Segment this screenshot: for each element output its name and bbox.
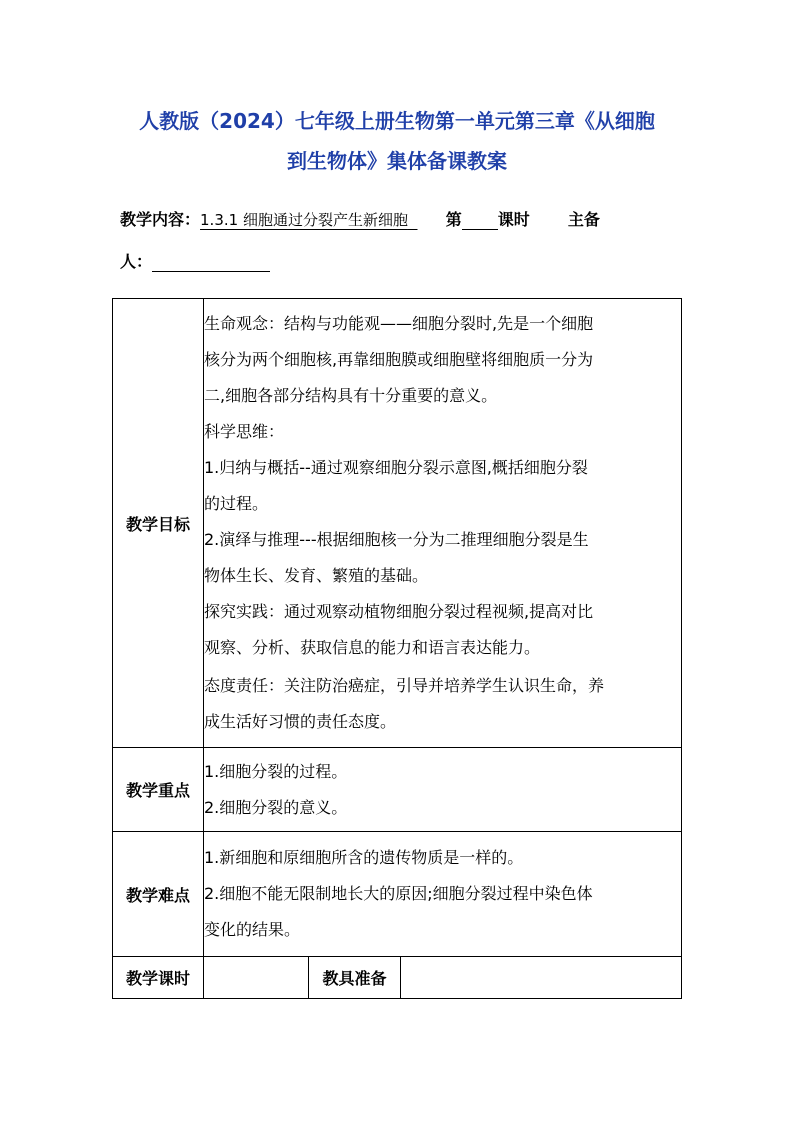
objectives-line: 1.归纳与概括--通过观察细胞分裂示意图,概括细胞分裂	[204, 458, 588, 477]
tools-label: 教具准备	[309, 957, 401, 999]
objectives-row	[113, 299, 682, 748]
owner-label-part2: 人：	[120, 252, 153, 271]
lesson-plan-table	[112, 298, 682, 999]
difficulties-line: 2.细胞不能无限制地长大的原因;细胞分裂过程中染色体	[204, 884, 593, 903]
meta-row-1	[120, 210, 600, 230]
objectives-line: 态度责任：关注防治癌症，引导并培养学生认识生命，养	[204, 676, 605, 695]
key-points-row	[113, 748, 682, 832]
hours-value	[204, 957, 309, 999]
objectives-line: 2.演绎与推理---根据细胞核一分为二推理细胞分裂是生	[204, 530, 589, 549]
period-suffix: 课时	[497, 210, 530, 229]
tools-value	[401, 957, 682, 999]
difficulties-label: 教学难点	[113, 832, 204, 957]
objectives-line: 成生活好习惯的责任态度。	[204, 712, 397, 731]
difficulties-row	[113, 832, 682, 957]
hours-label: 教学课时	[113, 957, 204, 999]
difficulties-line: 变化的结果。	[204, 920, 301, 939]
owner-blank	[152, 253, 270, 272]
owner-label-part1: 主备	[567, 210, 600, 229]
objectives-line: 观察、分析、获取信息的能力和语言表达能力。	[204, 638, 541, 657]
meta-row-2	[120, 252, 270, 272]
document-title-line-2: 到生物体》集体备课教案	[287, 149, 507, 173]
key-points-content	[204, 748, 682, 832]
period-prefix: 第	[445, 210, 462, 229]
hours-row	[113, 957, 682, 999]
key-points-line: 1.细胞分裂的过程。	[204, 761, 348, 781]
objectives-line: 二,细胞各部分结构具有十分重要的意义。	[204, 386, 498, 405]
teaching-content-value: 1.3.1 细胞通过分裂产生新细胞	[200, 211, 408, 229]
objectives-label: 教学目标	[113, 299, 204, 748]
objectives-line: 的过程。	[204, 494, 269, 513]
objectives-line: 生命观念：结构与功能观——细胞分裂时,先是一个细胞	[204, 314, 594, 333]
difficulties-content	[204, 832, 682, 957]
key-points-line: 2.细胞分裂的意义。	[204, 797, 348, 817]
difficulties-line: 1.新细胞和原细胞所含的遗传物质是一样的。	[204, 848, 524, 867]
document-title-line-1: 人教版（2024）七年级上册生物第一单元第三章《从细胞	[139, 109, 655, 133]
objectives-line: 核分为两个细胞核,再靠细胞膜或细胞壁将细胞质一分为	[204, 350, 594, 369]
key-points-label: 教学重点	[113, 748, 204, 832]
objectives-line: 物体生长、发育、繁殖的基础。	[204, 566, 429, 585]
objectives-line: 科学思维：	[204, 422, 285, 441]
objectives-line: 探究实践：通过观察动植物细胞分裂过程视频,提高对比	[204, 602, 594, 621]
teaching-content-label: 教学内容：	[120, 210, 201, 229]
period-blank	[462, 211, 498, 230]
teaching-content-underline-tail	[408, 211, 418, 229]
objectives-content	[204, 299, 682, 748]
